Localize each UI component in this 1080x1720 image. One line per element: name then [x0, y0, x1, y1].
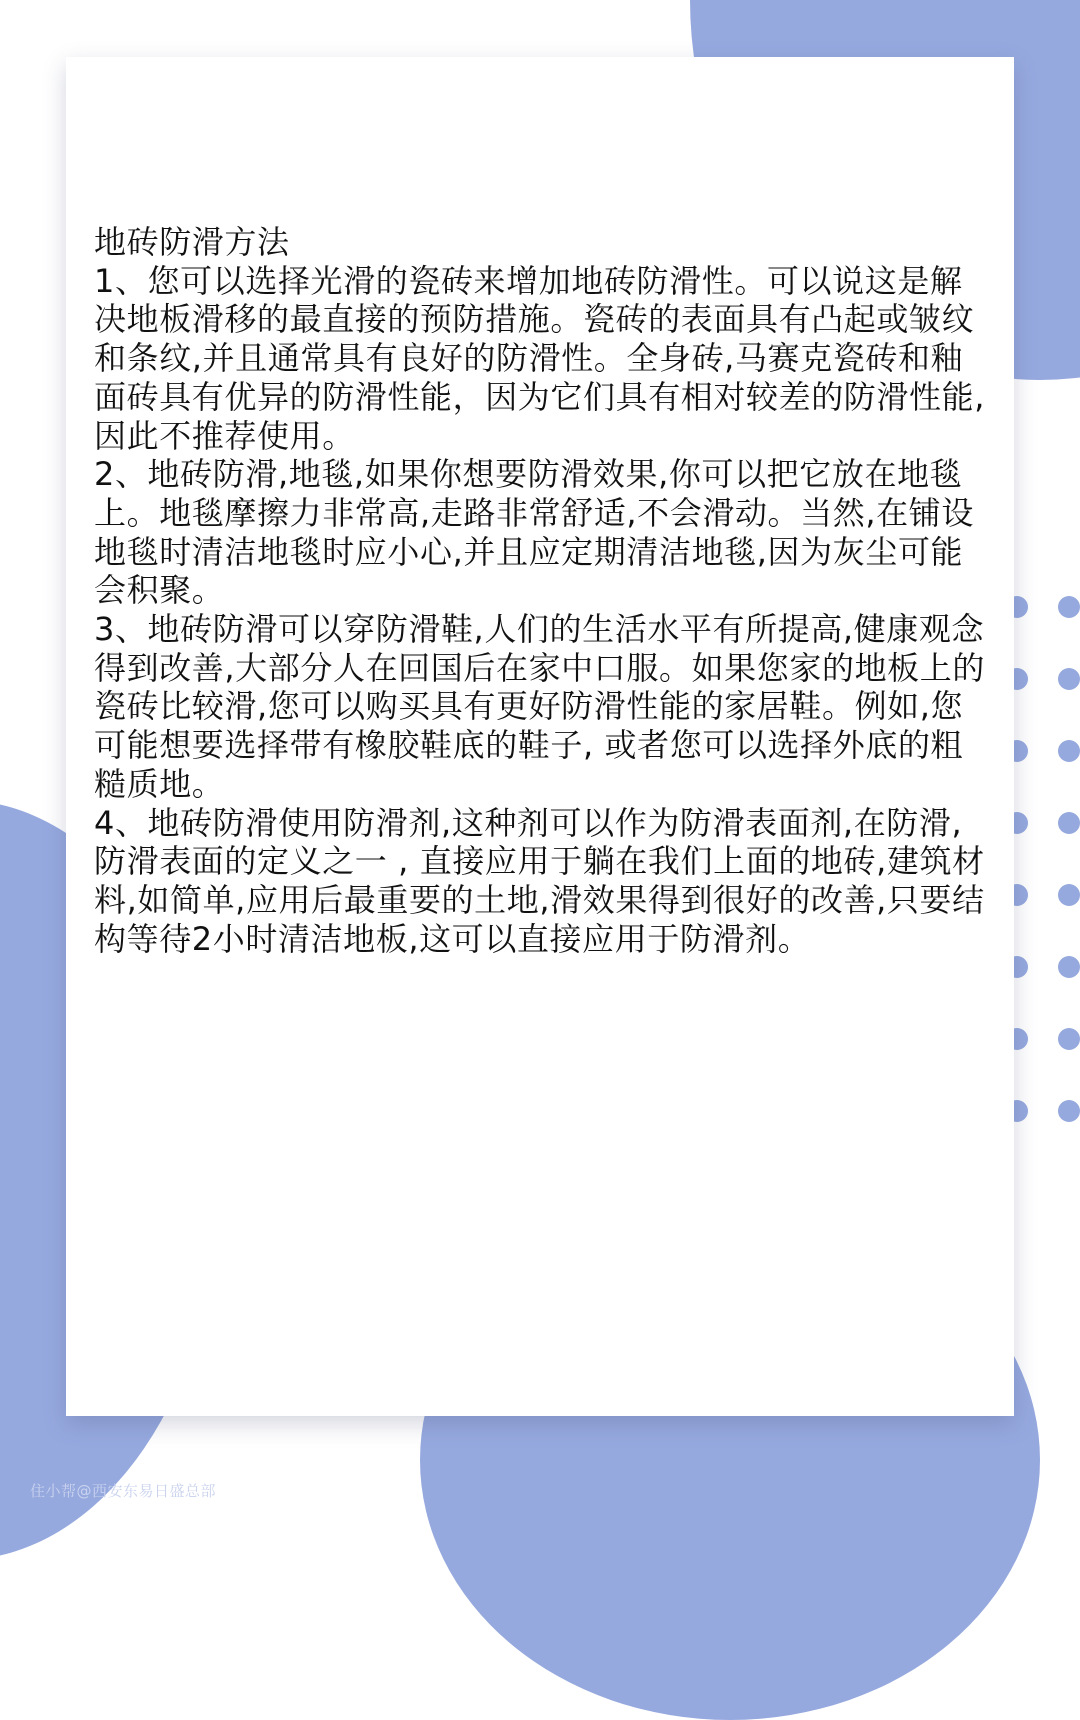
article-paragraph-2: 2、地砖防滑,地毯,如果你想要防滑效果,你可以把它放在地毯上。地毯摩擦力非常高,走路非常舒适,不会滑动。当然,在铺设地毯时清洁地毯时应小心,并且应定期清洁地毯,因为灰尘可能会积聚。 — [94, 455, 974, 610]
decorative-dot — [1058, 884, 1080, 906]
article-paragraph-1: 1、您可以选择光滑的瓷砖来增加地砖防滑性。可以说这是解决地板滑移的最直接的预防措施。瓷砖的表面具有凸起或皱纹和条纹,并且通常具有良好的防滑性。全身砖,马赛克瓷砖和釉面砖具有优异的防滑性能，因为它们具有相对较差的防滑性能,因此不推荐使用。 — [94, 261, 985, 455]
article-paragraph-4: 4、地砖防滑使用防滑剂,这种剂可以作为防滑表面剂,在防滑,防滑表面的定义之一 , 直接应用于躺在我们上面的地砖,建筑材料,如简单,应用后最重要的土地,滑效果得到很好的改善,只要结构等待2小时清洁地板,这可以直接应用于防滑剂。 — [94, 803, 985, 958]
article-content — [94, 223, 994, 958]
article-paragraph-3: 3、地砖防滑可以穿防滑鞋,人们的生活水平有所提高,健康观念得到改善,大部分人在回国后在家中口服。如果您家的地板上的瓷砖比较滑,您可以购买具有更好防滑性能的家居鞋。例如,您可能想要选择带有橡胶鞋底的鞋子, 或者您可以选择外底的粗糙质地。 — [94, 610, 985, 803]
decorative-dot — [1058, 812, 1080, 834]
decorative-dot — [1058, 740, 1080, 762]
decorative-dot — [1058, 596, 1080, 618]
decorative-dot — [1058, 668, 1080, 690]
source-watermark: 住小帮@西安东易日盛总部 — [30, 1482, 217, 1500]
decorative-dot — [1058, 1100, 1080, 1122]
article-title: 地砖防滑方法 — [94, 223, 290, 261]
decorative-dot — [1058, 956, 1080, 978]
decorative-dot — [1058, 1028, 1080, 1050]
decorative-dot-grid — [1006, 596, 1080, 1136]
article-card — [66, 57, 1014, 1416]
